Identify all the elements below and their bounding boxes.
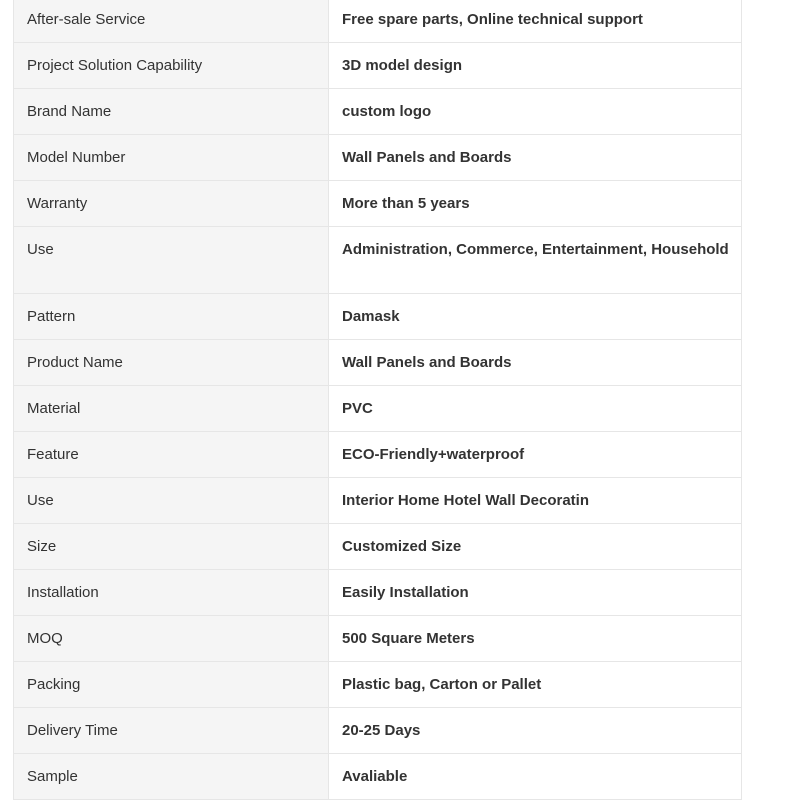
table-row [14,662,742,708]
spec-value: 500 Square Meters [329,616,742,662]
spec-label: Brand Name [14,89,329,135]
product-specs-table [13,0,742,800]
spec-value: Free spare parts, Online technical support [329,0,742,43]
spec-value: Wall Panels and Boards [329,135,742,181]
spec-value: Easily Installation [329,570,742,616]
table-row [14,708,742,754]
table-row [14,478,742,524]
spec-label: Sample [14,754,329,800]
spec-label: Packing [14,662,329,708]
specs-table-body [14,0,742,800]
spec-value: PVC [329,386,742,432]
spec-label: Product Name [14,340,329,386]
table-row [14,227,742,294]
table-row [14,524,742,570]
spec-label: Pattern [14,294,329,340]
spec-value: 3D model design [329,43,742,89]
table-row [14,181,742,227]
product-specs-table-container [13,0,741,800]
spec-label: Project Solution Capability [14,43,329,89]
table-row [14,89,742,135]
spec-value: 20-25 Days [329,708,742,754]
spec-value: custom logo [329,89,742,135]
table-row [14,0,742,43]
table-row [14,135,742,181]
spec-value: Administration, Commerce, Entertainment, Household [329,227,742,294]
spec-value: Wall Panels and Boards [329,340,742,386]
spec-value: Interior Home Hotel Wall Decoratin [329,478,742,524]
spec-label: Material [14,386,329,432]
spec-label: Delivery Time [14,708,329,754]
table-row [14,294,742,340]
table-row [14,43,742,89]
table-row [14,754,742,800]
table-row [14,432,742,478]
spec-label: Size [14,524,329,570]
spec-value: Plastic bag, Carton or Pallet [329,662,742,708]
spec-label: Use [14,227,329,294]
table-row [14,570,742,616]
spec-value: Customized Size [329,524,742,570]
spec-label: Warranty [14,181,329,227]
table-row [14,616,742,662]
spec-value: Damask [329,294,742,340]
spec-label: After-sale Service [14,0,329,43]
spec-value: ECO-Friendly+waterproof [329,432,742,478]
spec-value: More than 5 years [329,181,742,227]
spec-label: Use [14,478,329,524]
table-row [14,386,742,432]
spec-label: Feature [14,432,329,478]
table-row [14,340,742,386]
spec-label: Model Number [14,135,329,181]
spec-label: MOQ [14,616,329,662]
spec-label: Installation [14,570,329,616]
spec-value: Avaliable [329,754,742,800]
